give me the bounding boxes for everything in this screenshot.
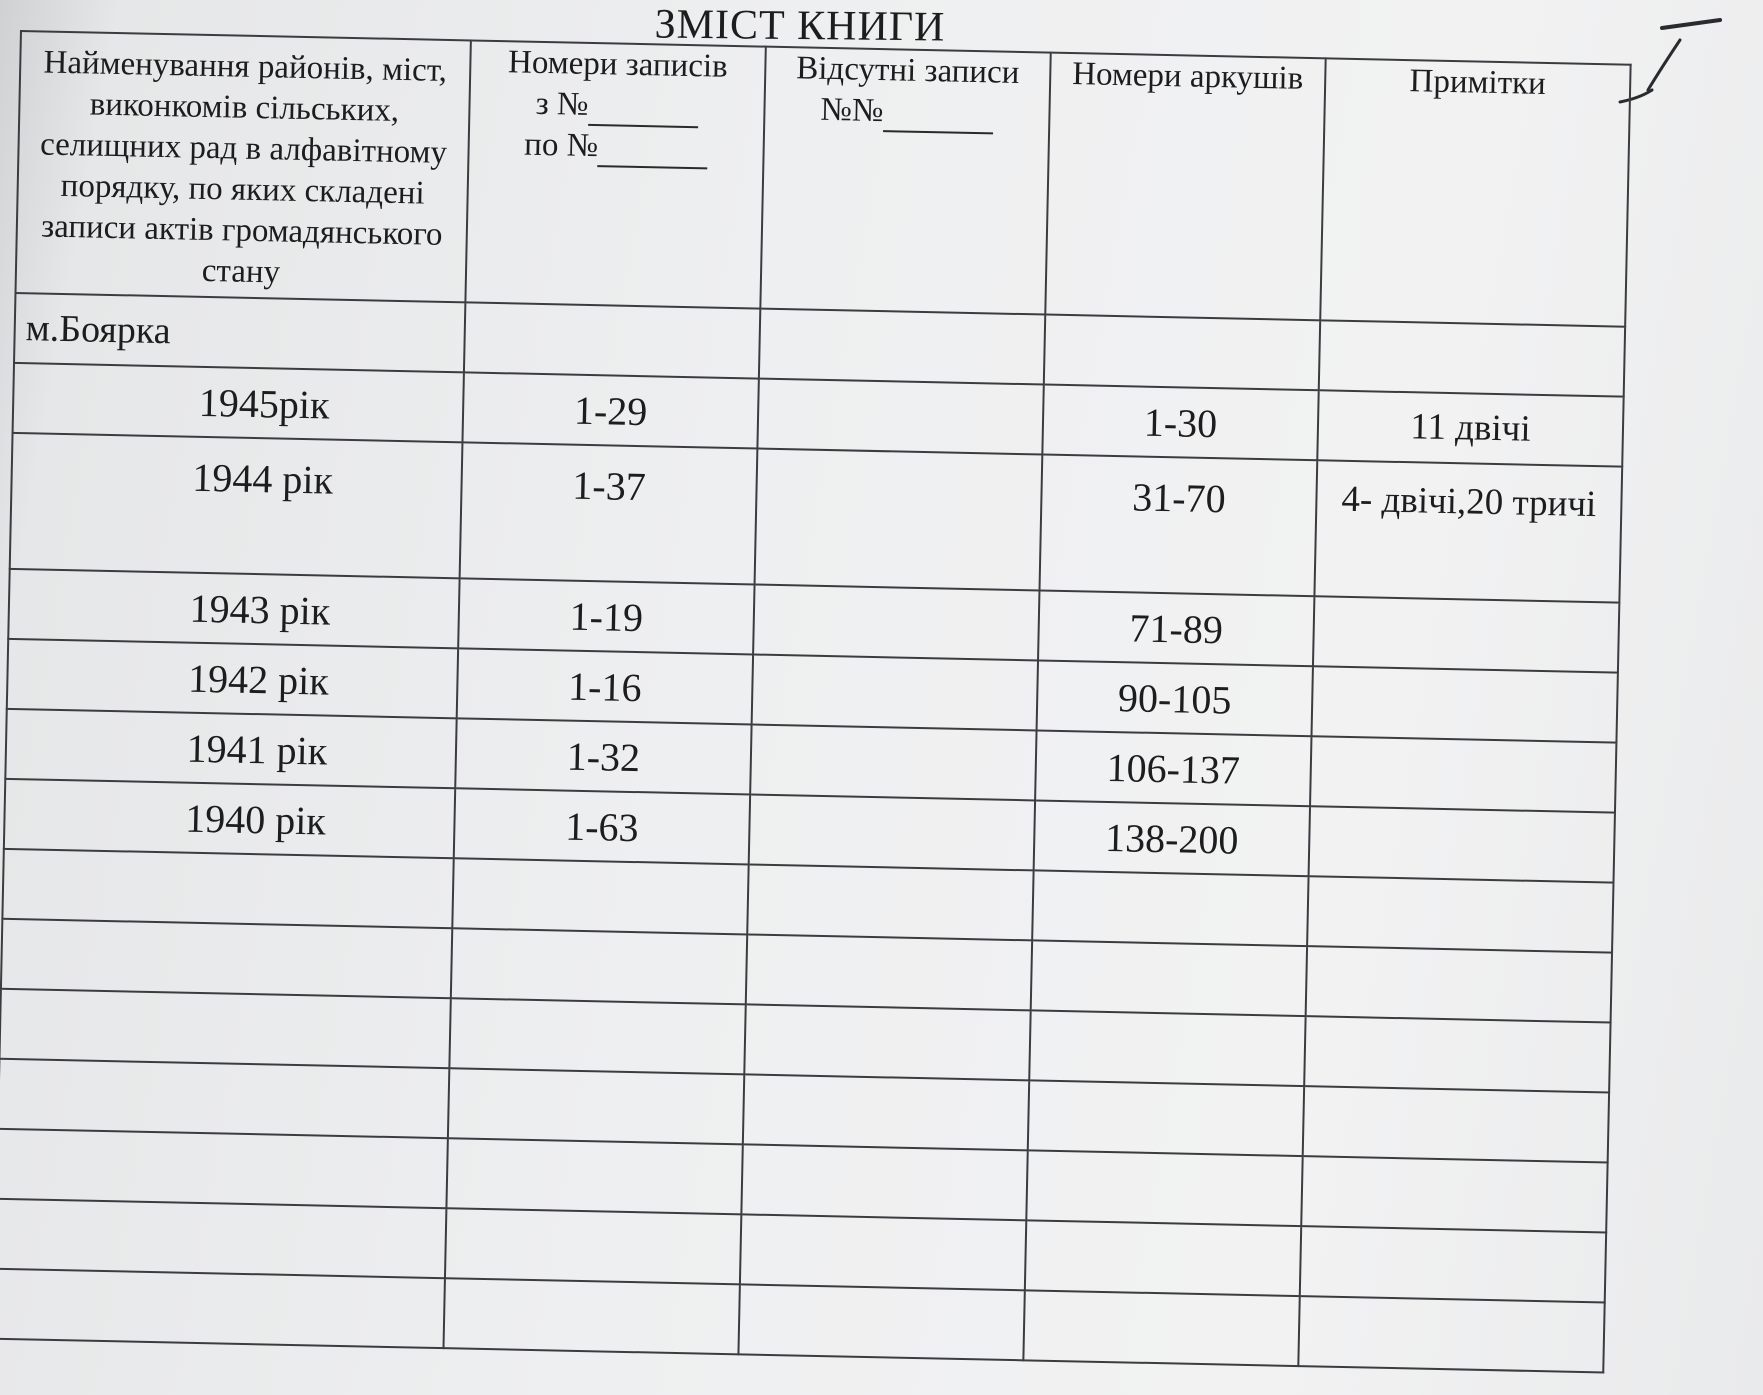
records-cell: 1-19: [458, 578, 754, 654]
notes-cell: [1311, 666, 1617, 742]
year-cell: 1943 рік: [8, 569, 459, 648]
records-cell: 1-37: [460, 442, 758, 584]
header-sheets: Номери аркушів: [1045, 53, 1325, 321]
header-records-title: Номери записів: [507, 44, 729, 85]
missing-cell: [752, 654, 1038, 730]
missing-cell: [755, 449, 1043, 591]
section-cell: [759, 309, 1045, 385]
notes-cell: [1313, 596, 1619, 672]
notes-cell: 4- двічі,20 тричі: [1314, 460, 1622, 602]
notes-cell: [1309, 806, 1615, 882]
header-name: Найменування районів, міст, виконкомів сільських, селищних рад в алфавітному порядку, по яких складені записи актів громадянського стану: [15, 31, 470, 302]
records-cell: 1-32: [455, 718, 751, 794]
header-records-to: по №: [477, 124, 755, 171]
blank-line: [598, 135, 709, 169]
missing-cell: [750, 724, 1036, 800]
sheets-cell: 106-137: [1035, 730, 1311, 806]
header-missing-title: Відсутні записи: [795, 50, 1020, 91]
sheets-cell: 90-105: [1037, 660, 1313, 736]
blank-line: [588, 94, 699, 128]
section-place: м.Боярка: [14, 293, 465, 372]
missing-cell: [753, 585, 1039, 661]
year-cell: 1945рік: [13, 363, 464, 442]
records-cell: 1-29: [462, 372, 758, 448]
missing-cell: [749, 794, 1035, 870]
records-cell: 1-63: [454, 788, 750, 864]
header-notes: Примітки: [1320, 58, 1630, 326]
year-cell: 1941 рік: [5, 709, 456, 788]
notes-cell: 11 двічі: [1317, 390, 1623, 466]
year-cell: 1942 рік: [7, 639, 458, 718]
sheets-cell: 71-89: [1038, 590, 1314, 666]
sheets-cell: 1-30: [1042, 385, 1318, 461]
year-cell: 1940 рік: [4, 779, 455, 858]
header-missing-marker: №№: [773, 89, 1041, 136]
missing-cell: [757, 379, 1043, 455]
header-records-from: з №: [478, 83, 756, 130]
blank-line: [883, 100, 994, 134]
ledger-table-wrapper: [0, 30, 1630, 1395]
contents-table: [0, 30, 1632, 1373]
section-cell: [464, 302, 760, 378]
records-cell: 1-16: [457, 648, 753, 724]
sheets-cell: 31-70: [1039, 455, 1317, 597]
section-cell: [1044, 315, 1320, 391]
page-title: ЗМІСТ КНИГИ: [654, 1, 946, 51]
sheets-cell: 138-200: [1034, 800, 1310, 876]
header-row: [15, 31, 1630, 327]
header-missing: [760, 47, 1050, 315]
header-records: [465, 40, 765, 308]
year-cell: 1944 рік: [10, 433, 463, 578]
section-cell: [1319, 320, 1625, 396]
notes-cell: [1310, 736, 1616, 812]
